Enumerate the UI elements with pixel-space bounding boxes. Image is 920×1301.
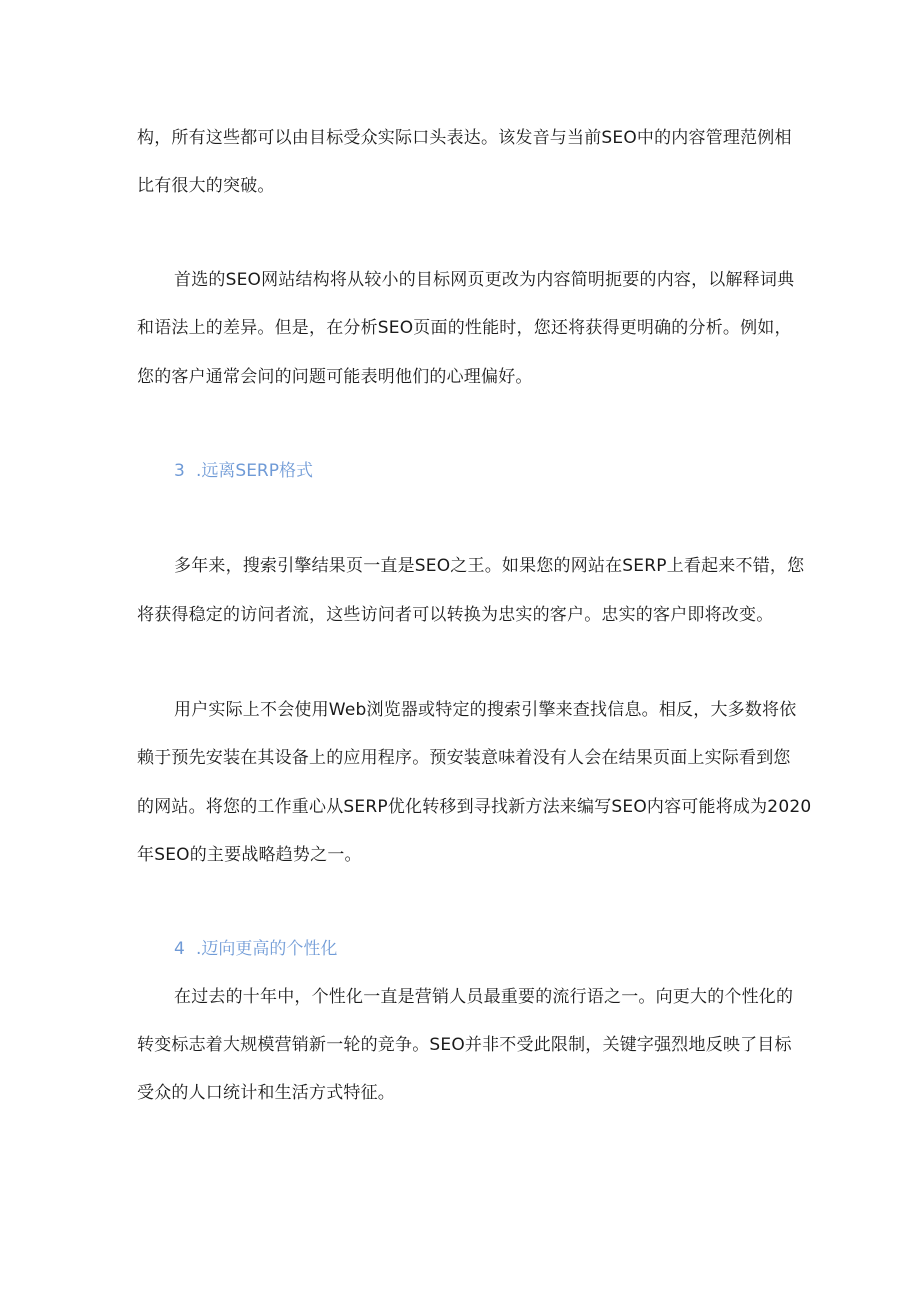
- section-title: .远离SERP格式: [196, 461, 313, 481]
- section-number: 3: [174, 461, 185, 481]
- paragraph-line: 多年来，搜索引擎结果页一直是SEO之王。如果您的网站在SERP上看起来不错，您: [174, 556, 805, 576]
- paragraph-line: 将获得稳定的访问者流，这些访问者可以转换为忠实的客户。忠实的客户即将改变。: [137, 605, 774, 625]
- paragraph-line: 比有很大的突破。: [137, 176, 275, 196]
- paragraph-line: 转变标志着大规模营销新一轮的竞争。SEO并非不受此限制，关键字强烈地反映了目标: [137, 1035, 792, 1055]
- section-heading: [174, 937, 337, 961]
- paragraph-line: 年SEO的主要战略趋势之一。: [137, 845, 362, 865]
- section-title: .迈向更高的个性化: [196, 939, 338, 959]
- section-number: 4: [174, 939, 185, 959]
- paragraph-line: 用户实际上不会使用Web浏览器或特定的搜索引擎来查找信息。相反，大多数将依: [174, 700, 797, 720]
- paragraph-line: 在过去的十年中，个性化一直是营销人员最重要的流行语之一。向更大的个性化的: [174, 987, 794, 1007]
- paragraph-line: 您的客户通常会问的问题可能表明他们的心理偏好。: [137, 367, 533, 387]
- section-heading: [174, 459, 313, 483]
- paragraph-line: 构，所有这些都可以由目标受众实际口头表达。该发音与当前SEO中的内容管理范例相: [137, 128, 792, 148]
- paragraph-line: 的网站。将您的工作重心从SERP优化转移到寻找新方法来编写SEO内容可能将成为2020: [137, 797, 812, 817]
- paragraph-line: 赖于预先安装在其设备上的应用程序。预安装意味着没有人会在结果页面上实际看到您: [137, 748, 791, 768]
- paragraph-line: 和语法上的差异。但是，在分析SEO页面的性能时，您还将获得更明确的分析。例如，: [137, 318, 792, 338]
- paragraph-line: 首选的SEO网站结构将从较小的目标网页更改为内容简明扼要的内容，以解释词典: [174, 270, 795, 290]
- paragraph-line: 受众的人口统计和生活方式特征。: [137, 1083, 395, 1103]
